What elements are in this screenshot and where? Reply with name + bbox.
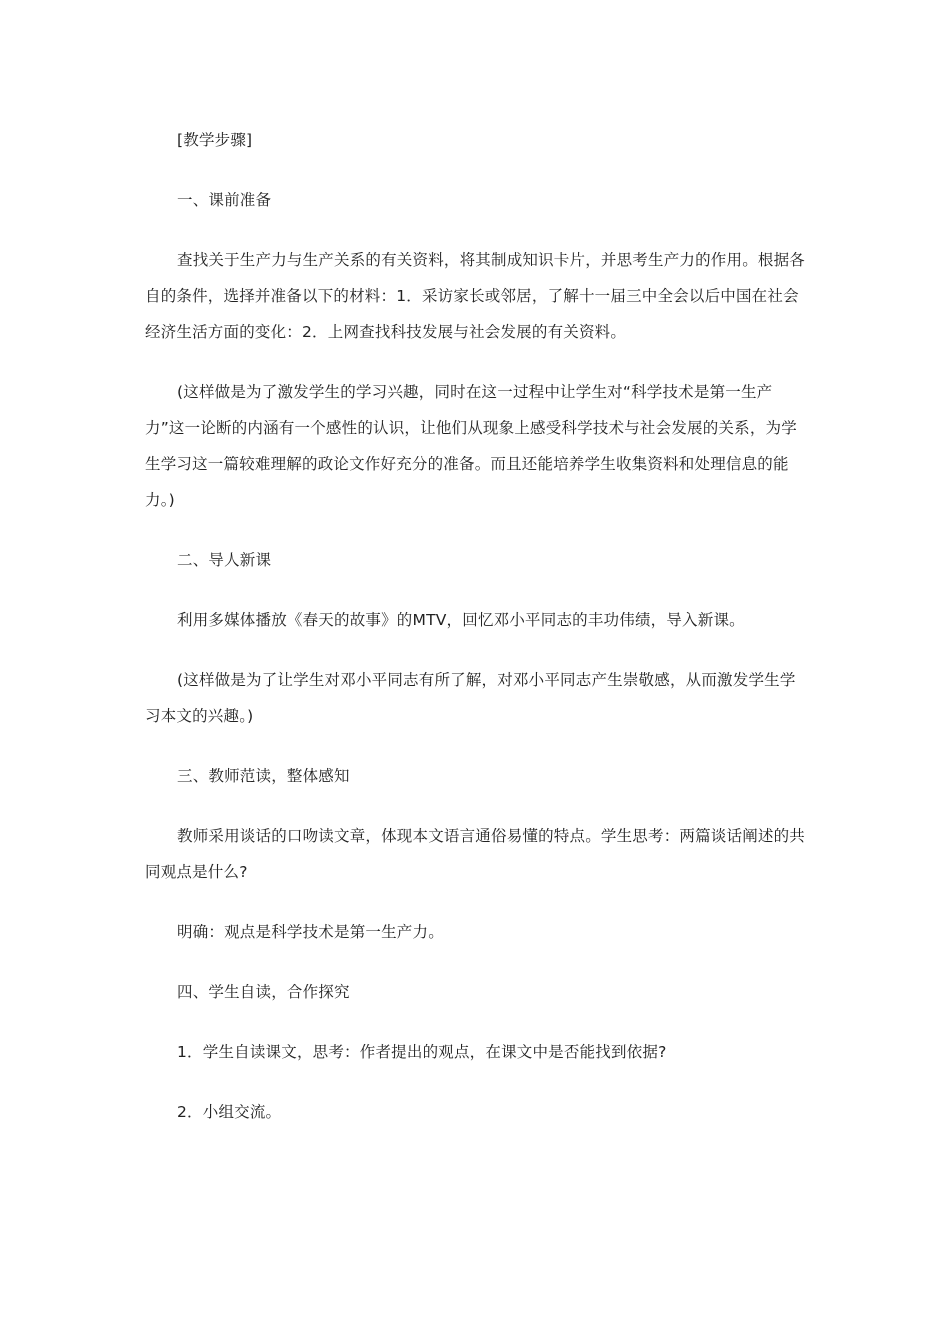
paragraph-introduction-note: (这样做是为了让学生对邓小平同志有所了解，对邓小平同志产生崇敬感，从而激发学生学习本文的兴趣。) bbox=[145, 671, 796, 725]
list-item-self-study-1: 1．学生自读课文，思考：作者提出的观点，在课文中是否能找到依据? bbox=[177, 1043, 667, 1061]
paragraph-teacher-reading-body: 教师采用谈话的口吻读文章，体现本文语言通俗易懂的特点。学生思考：两篇谈话阐述的共同观点是什么? bbox=[145, 827, 806, 881]
section-title-introduction: 二、导人新课 bbox=[177, 551, 272, 569]
list-item-self-study-2: 2．小组交流。 bbox=[177, 1103, 282, 1121]
section-title-self-study: 四、学生自读，合作探究 bbox=[177, 983, 350, 1001]
section-title-teacher-reading: 三、教师范读，整体感知 bbox=[177, 767, 350, 785]
heading-teaching-steps: [教学步骤] bbox=[177, 131, 253, 149]
paragraph-preparation-note: (这样做是为了激发学生的学习兴趣，同时在这一过程中让学生对“科学技术是第一生产力”这一论断的内涵有一个感性的认识，让他们从现象上感受科学技术与社会发展的关系，为学生学习这一篇较难理解的政论文作好充分的准备。而且还能培养学生收集资料和处理信息的能力。) bbox=[145, 383, 797, 509]
paragraph-teacher-reading-answer: 明确：观点是科学技术是第一生产力。 bbox=[177, 923, 444, 941]
section-title-preparation: 一、课前准备 bbox=[177, 191, 272, 209]
document-body bbox=[145, 122, 810, 1130]
paragraph-introduction-body: 利用多媒体播放《春天的故事》的MTV，回忆邓小平同志的丰功伟绩，导入新课。 bbox=[177, 611, 745, 629]
paragraph-preparation-body: 查找关于生产力与生产关系的有关资料，将其制成知识卡片，并思考生产力的作用。根据各自的条件，选择并准备以下的材料：1．采访家长或邻居，了解十一届三中全会以后中国在社会经济生活方面的变化：2．上网查找科技发展与社会发展的有关资料。 bbox=[145, 251, 806, 341]
